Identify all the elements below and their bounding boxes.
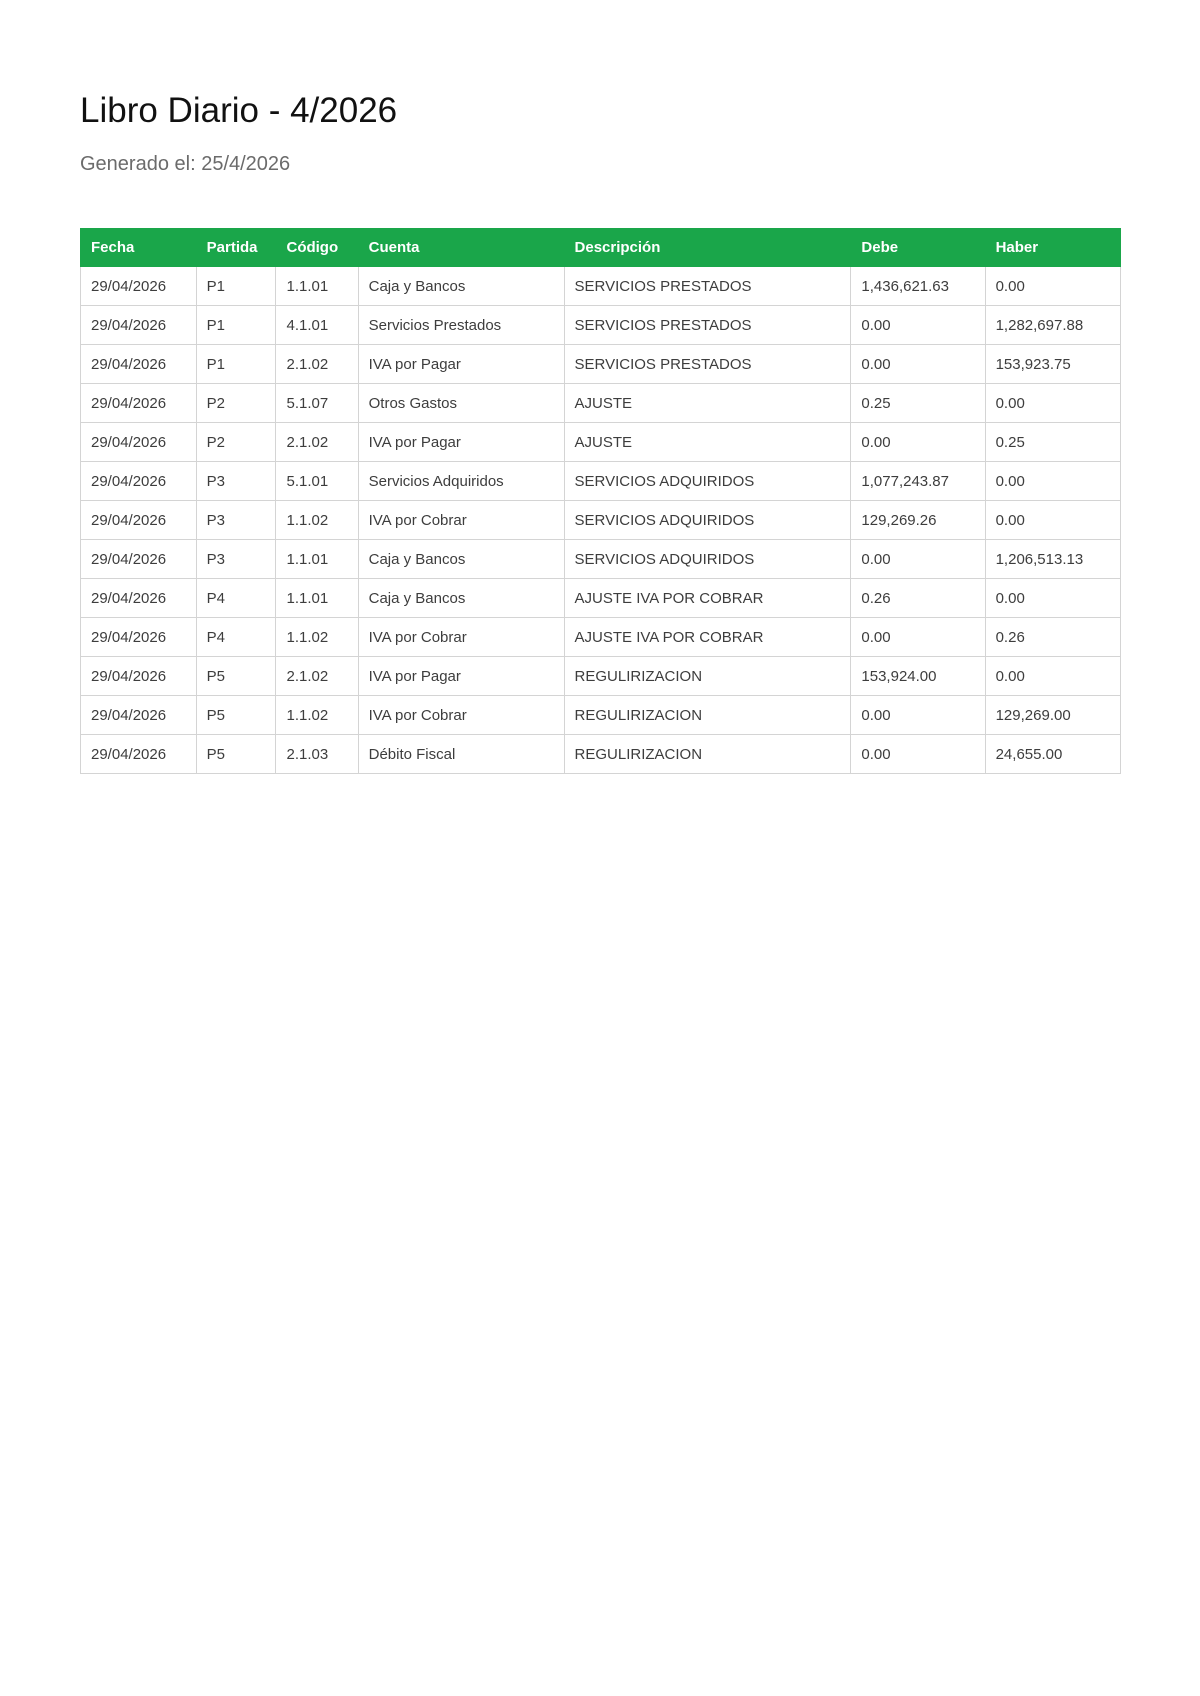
- cell-haber: 0.26: [985, 618, 1120, 657]
- cell-debe: 0.25: [851, 384, 985, 423]
- cell-haber: 0.00: [985, 267, 1120, 306]
- cell-cuenta: Servicios Adquiridos: [358, 462, 564, 501]
- header-haber: Haber: [985, 229, 1120, 267]
- cell-descripcion: AJUSTE IVA POR COBRAR: [564, 618, 851, 657]
- cell-debe: 0.00: [851, 540, 985, 579]
- cell-descripcion: REGULIRIZACION: [564, 735, 851, 774]
- cell-haber: 0.00: [985, 501, 1120, 540]
- cell-descripcion: SERVICIOS PRESTADOS: [564, 306, 851, 345]
- cell-cuenta: IVA por Pagar: [358, 657, 564, 696]
- cell-cuenta: Otros Gastos: [358, 384, 564, 423]
- cell-codigo: 1.1.02: [276, 696, 358, 735]
- cell-debe: 0.00: [851, 696, 985, 735]
- table-body: [81, 267, 1121, 774]
- cell-fecha: 29/04/2026: [81, 735, 197, 774]
- table-row: [81, 384, 1121, 423]
- cell-fecha: 29/04/2026: [81, 540, 197, 579]
- cell-debe: 1,436,621.63: [851, 267, 985, 306]
- cell-cuenta: IVA por Cobrar: [358, 501, 564, 540]
- cell-partida: P2: [196, 423, 276, 462]
- cell-codigo: 1.1.02: [276, 501, 358, 540]
- cell-codigo: 1.1.01: [276, 267, 358, 306]
- cell-cuenta: IVA por Pagar: [358, 423, 564, 462]
- table-row: [81, 657, 1121, 696]
- cell-fecha: 29/04/2026: [81, 306, 197, 345]
- table-row: [81, 579, 1121, 618]
- cell-debe: 0.00: [851, 306, 985, 345]
- table-row: [81, 735, 1121, 774]
- cell-haber: 0.00: [985, 462, 1120, 501]
- cell-cuenta: IVA por Cobrar: [358, 618, 564, 657]
- cell-haber: 1,282,697.88: [985, 306, 1120, 345]
- table-row: [81, 306, 1121, 345]
- cell-partida: P3: [196, 540, 276, 579]
- cell-codigo: 5.1.01: [276, 462, 358, 501]
- cell-cuenta: Caja y Bancos: [358, 579, 564, 618]
- header-fecha: Fecha: [81, 229, 197, 267]
- header-partida: Partida: [196, 229, 276, 267]
- cell-partida: P5: [196, 735, 276, 774]
- cell-partida: P1: [196, 306, 276, 345]
- cell-fecha: 29/04/2026: [81, 618, 197, 657]
- table-row: [81, 423, 1121, 462]
- cell-fecha: 29/04/2026: [81, 579, 197, 618]
- cell-codigo: 2.1.03: [276, 735, 358, 774]
- header-cuenta: Cuenta: [358, 229, 564, 267]
- cell-cuenta: Caja y Bancos: [358, 267, 564, 306]
- cell-fecha: 29/04/2026: [81, 462, 197, 501]
- cell-fecha: 29/04/2026: [81, 345, 197, 384]
- cell-descripcion: SERVICIOS ADQUIRIDOS: [564, 501, 851, 540]
- page-title: Libro Diario - 4/2026: [80, 91, 398, 130]
- cell-cuenta: Débito Fiscal: [358, 735, 564, 774]
- cell-haber: 1,206,513.13: [985, 540, 1120, 579]
- table-header: [81, 229, 1121, 267]
- cell-fecha: 29/04/2026: [81, 267, 197, 306]
- cell-fecha: 29/04/2026: [81, 501, 197, 540]
- cell-descripcion: SERVICIOS PRESTADOS: [564, 345, 851, 384]
- table-row: [81, 540, 1121, 579]
- cell-fecha: 29/04/2026: [81, 423, 197, 462]
- cell-fecha: 29/04/2026: [81, 657, 197, 696]
- cell-codigo: 5.1.07: [276, 384, 358, 423]
- cell-partida: P3: [196, 462, 276, 501]
- cell-partida: P5: [196, 696, 276, 735]
- cell-descripcion: SERVICIOS ADQUIRIDOS: [564, 540, 851, 579]
- cell-haber: 129,269.00: [985, 696, 1120, 735]
- cell-haber: 0.25: [985, 423, 1120, 462]
- header-descripcion: Descripción: [564, 229, 851, 267]
- cell-codigo: 2.1.02: [276, 345, 358, 384]
- cell-debe: 1,077,243.87: [851, 462, 985, 501]
- cell-debe: 0.26: [851, 579, 985, 618]
- cell-partida: P1: [196, 267, 276, 306]
- cell-partida: P4: [196, 618, 276, 657]
- journal-table: [80, 228, 1121, 774]
- cell-descripcion: AJUSTE: [564, 384, 851, 423]
- cell-fecha: 29/04/2026: [81, 384, 197, 423]
- cell-debe: 0.00: [851, 423, 985, 462]
- cell-fecha: 29/04/2026: [81, 696, 197, 735]
- cell-haber: 0.00: [985, 657, 1120, 696]
- cell-codigo: 2.1.02: [276, 423, 358, 462]
- cell-descripcion: REGULIRIZACION: [564, 657, 851, 696]
- cell-haber: 0.00: [985, 384, 1120, 423]
- cell-partida: P2: [196, 384, 276, 423]
- cell-debe: 0.00: [851, 618, 985, 657]
- cell-haber: 153,923.75: [985, 345, 1120, 384]
- cell-debe: 0.00: [851, 735, 985, 774]
- header-row: [81, 229, 1121, 267]
- cell-partida: P4: [196, 579, 276, 618]
- cell-cuenta: IVA por Pagar: [358, 345, 564, 384]
- cell-codigo: 1.1.02: [276, 618, 358, 657]
- table-row: [81, 618, 1121, 657]
- cell-partida: P5: [196, 657, 276, 696]
- cell-cuenta: Servicios Prestados: [358, 306, 564, 345]
- cell-codigo: 4.1.01: [276, 306, 358, 345]
- table-row: [81, 696, 1121, 735]
- cell-descripcion: AJUSTE IVA POR COBRAR: [564, 579, 851, 618]
- cell-partida: P1: [196, 345, 276, 384]
- cell-codigo: 1.1.01: [276, 540, 358, 579]
- cell-codigo: 2.1.02: [276, 657, 358, 696]
- cell-descripcion: AJUSTE: [564, 423, 851, 462]
- cell-haber: 24,655.00: [985, 735, 1120, 774]
- cell-debe: 129,269.26: [851, 501, 985, 540]
- cell-descripcion: SERVICIOS ADQUIRIDOS: [564, 462, 851, 501]
- header-codigo: Código: [276, 229, 358, 267]
- table-row: [81, 501, 1121, 540]
- cell-debe: 153,924.00: [851, 657, 985, 696]
- cell-cuenta: IVA por Cobrar: [358, 696, 564, 735]
- cell-descripcion: REGULIRIZACION: [564, 696, 851, 735]
- table-row: [81, 267, 1121, 306]
- table-row: [81, 345, 1121, 384]
- cell-partida: P3: [196, 501, 276, 540]
- cell-cuenta: Caja y Bancos: [358, 540, 564, 579]
- header-debe: Debe: [851, 229, 985, 267]
- cell-descripcion: SERVICIOS PRESTADOS: [564, 267, 851, 306]
- cell-debe: 0.00: [851, 345, 985, 384]
- cell-haber: 0.00: [985, 579, 1120, 618]
- table-row: [81, 462, 1121, 501]
- generated-date: Generado el: 25/4/2026: [80, 153, 291, 175]
- cell-codigo: 1.1.01: [276, 579, 358, 618]
